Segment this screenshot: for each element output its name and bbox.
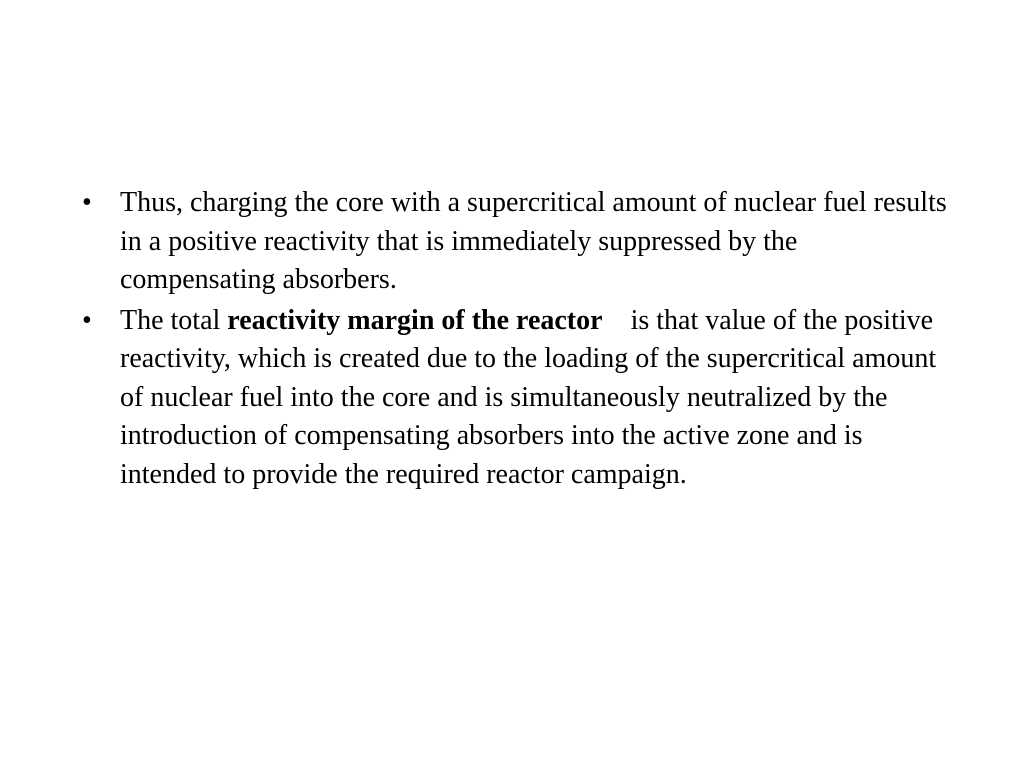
bullet-icon: • — [82, 187, 92, 218]
bullet-icon: • — [82, 304, 92, 336]
bullet-text-suffix: is that value of the positive reactivity, which is created due to the loading of the supercritical amount of nuclear fuel into the core and is simultaneously neutralized by the introduction of compensating absorbers into the active zone and is intended to provide the required reactor campaign. — [120, 304, 944, 490]
bullet-text-prefix: The total — [120, 304, 228, 336]
bullet-text-bold-term: reactivity margin of the reactor — [227, 304, 603, 336]
bullet-item-2 — [82, 302, 952, 495]
bullet-item-1 — [82, 184, 952, 300]
bullet-list — [82, 184, 952, 496]
bullet-text: Thus, charging the core with a supercritical amount of nuclear fuel results in a positive reactivity that is immediately suppressed by the compensating absorbers. — [120, 187, 947, 295]
